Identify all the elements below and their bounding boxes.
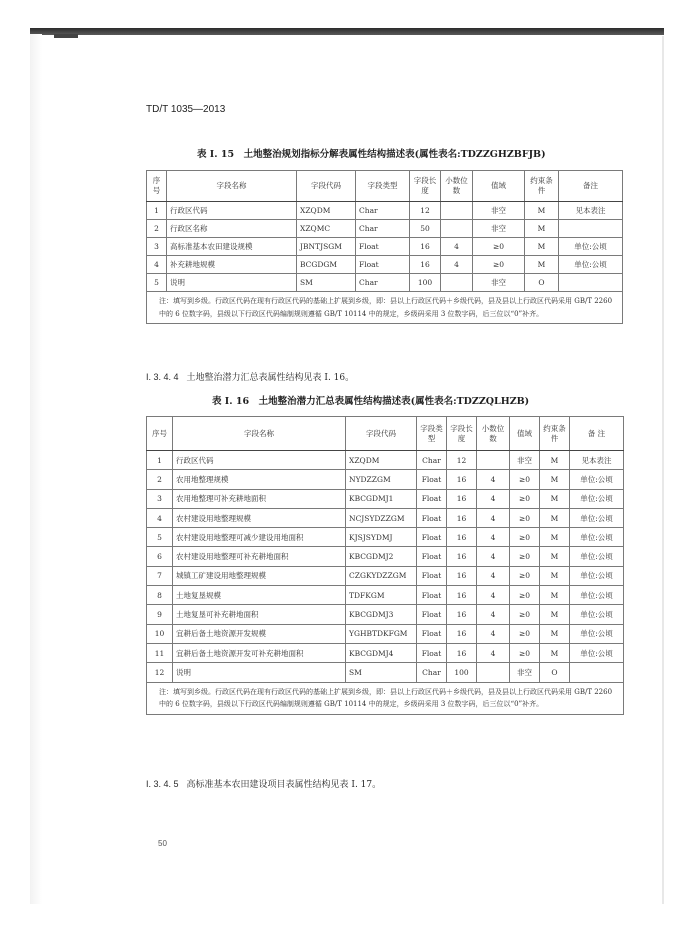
cell: 16 — [447, 528, 477, 547]
cell: 6 — [147, 547, 173, 566]
cell: KBCGDMJ3 — [346, 605, 417, 624]
page-edge — [662, 36, 664, 904]
cell: ≥0 — [473, 238, 525, 256]
cell: 16 — [447, 470, 477, 489]
cell: KJSJSYDMJ — [346, 528, 417, 547]
clause-i-3-4-5 — [146, 777, 381, 790]
cell: M — [540, 470, 570, 489]
table-note: 注：填写到乡级。行政区代码在现有行政区代码的基础上扩展到乡级，即：县以上行政区代码＋乡级代码，县及县以上行政区代码采用 GB/T 2260 中的 6 位数字码，县级以下行政区代码编制规则遵循 GB/T 10114 中的规定，乡级码采用 3 位数字码，后三位以“0”补齐。 — [147, 292, 623, 324]
cell: 单位:公顷 — [570, 586, 624, 605]
col-header: 小数位数 — [477, 417, 510, 451]
cell: 4 — [147, 256, 167, 274]
cell: 100 — [410, 274, 441, 292]
cell: 16 — [447, 508, 477, 527]
cell: 非空 — [473, 220, 525, 238]
cell — [477, 451, 510, 470]
cell: XZQDM — [297, 202, 356, 220]
col-header: 字段代码 — [346, 417, 417, 451]
cell: 5 — [147, 274, 167, 292]
cell: 16 — [410, 238, 441, 256]
cell: 单位:公顷 — [570, 643, 624, 662]
cell: 宜耕后备土地资源开发可补充耕地面积 — [173, 643, 346, 662]
cell: Float — [356, 256, 410, 274]
cell: XZQMC — [297, 220, 356, 238]
col-header: 字段代码 — [297, 171, 356, 202]
table-row — [147, 624, 624, 643]
cell: 4 — [147, 508, 173, 527]
cell: Float — [417, 643, 447, 662]
clause-i-3-4-4 — [146, 370, 354, 383]
table-row — [147, 605, 624, 624]
cell: 说明 — [167, 274, 297, 292]
cell: 单位:公顷 — [570, 605, 624, 624]
cell: 农村建设用地整理可补充耕地面积 — [173, 547, 346, 566]
cell: Float — [356, 238, 410, 256]
table-row — [147, 566, 624, 585]
cell: 4 — [477, 586, 510, 605]
cell: 1 — [147, 202, 167, 220]
cell: Float — [417, 508, 447, 527]
cell: ≥0 — [510, 643, 540, 662]
cell: 12 — [147, 663, 173, 682]
cell: Float — [417, 547, 447, 566]
table-note-row — [147, 682, 624, 714]
cell: ≥0 — [510, 566, 540, 585]
cell: ≥0 — [510, 547, 540, 566]
clause-number: I. 3. 4. 5 — [146, 779, 179, 789]
cell: SM — [346, 663, 417, 682]
cell: 单位:公顷 — [570, 470, 624, 489]
table-note: 注：填写到乡级。行政区代码在现有行政区代码的基础上扩展到乡级，即：县以上行政区代码＋乡级代码，县及县以上行政区代码采用 GB/T 2260 中的 6 位数字码，县级以下行政区代码编制规则遵循 GB/T 10114 中的规定，乡级码采用 3 位数字码，后三位以“0”补齐。 — [147, 682, 624, 714]
cell: 5 — [147, 528, 173, 547]
cell: 16 — [447, 586, 477, 605]
cell: 2 — [147, 470, 173, 489]
col-header: 序号 — [147, 171, 167, 202]
cell — [570, 663, 624, 682]
table-row — [147, 663, 624, 682]
cell: ≥0 — [473, 256, 525, 274]
cell: 见本表注 — [559, 202, 623, 220]
cell: O — [525, 274, 559, 292]
cell: O — [540, 663, 570, 682]
table-row — [147, 238, 623, 256]
cell: Float — [417, 470, 447, 489]
cell: 行政区代码 — [167, 202, 297, 220]
clause-number: I. 3. 4. 4 — [146, 372, 179, 382]
cell: 16 — [447, 605, 477, 624]
cell: KBCGDMJ4 — [346, 643, 417, 662]
cell: 单位:公顷 — [570, 489, 624, 508]
scan-shadow-left — [30, 34, 42, 904]
cell: 农用地整理规模 — [173, 470, 346, 489]
col-header: 备 注 — [570, 417, 624, 451]
cell: 16 — [447, 489, 477, 508]
col-header: 字段类型 — [356, 171, 410, 202]
cell: 非空 — [473, 202, 525, 220]
cell: 农村建设用地整理规模 — [173, 508, 346, 527]
cell: 2 — [147, 220, 167, 238]
cell: 100 — [447, 663, 477, 682]
cell: 4 — [477, 508, 510, 527]
cell: Char — [356, 202, 410, 220]
cell: 4 — [477, 547, 510, 566]
table-row — [147, 470, 624, 489]
cell: M — [540, 586, 570, 605]
cell — [559, 220, 623, 238]
cell: Char — [356, 274, 410, 292]
cell: 见本表注 — [570, 451, 624, 470]
cell: Char — [417, 451, 447, 470]
cell: Float — [417, 605, 447, 624]
cell — [441, 220, 473, 238]
table-note-row — [147, 292, 623, 324]
cell: 单位:公顷 — [570, 528, 624, 547]
cell: ≥0 — [510, 624, 540, 643]
cell: M — [525, 256, 559, 274]
table-row — [147, 586, 624, 605]
cell: JBNTJSGM — [297, 238, 356, 256]
cell: M — [540, 624, 570, 643]
col-header: 值域 — [510, 417, 540, 451]
cell: 城镇工矿建设用地整理规模 — [173, 566, 346, 585]
cell — [441, 274, 473, 292]
cell: 单位:公顷 — [559, 256, 623, 274]
cell: 农用地整理可补充耕地面积 — [173, 489, 346, 508]
cell: 8 — [147, 586, 173, 605]
table-row — [147, 489, 624, 508]
cell: KBCGDMJ1 — [346, 489, 417, 508]
col-header: 字段类型 — [417, 417, 447, 451]
cell: M — [540, 489, 570, 508]
cell: 9 — [147, 605, 173, 624]
cell: Char — [356, 220, 410, 238]
cell: 3 — [147, 489, 173, 508]
cell: TDFKGM — [346, 586, 417, 605]
col-header: 值域 — [473, 171, 525, 202]
col-header: 约束条件 — [540, 417, 570, 451]
cell: M — [525, 238, 559, 256]
cell: 非空 — [510, 451, 540, 470]
col-header: 约束条件 — [525, 171, 559, 202]
cell: ≥0 — [510, 528, 540, 547]
table-row — [147, 256, 623, 274]
cell: 4 — [477, 643, 510, 662]
col-header: 序号 — [147, 417, 173, 451]
cell: 说明 — [173, 663, 346, 682]
cell: 4 — [477, 528, 510, 547]
cell: 16 — [447, 643, 477, 662]
table-i16-caption: 表 I. 16 土地整治潜力汇总表属性结构描述表(属性表名:TDZZQLHZB) — [212, 396, 530, 407]
table-row — [147, 508, 624, 527]
table-i16 — [146, 416, 624, 715]
cell: 4 — [477, 566, 510, 585]
table-row — [147, 547, 624, 566]
cell: 16 — [447, 624, 477, 643]
cell: 4 — [477, 489, 510, 508]
col-header: 字段名称 — [167, 171, 297, 202]
cell — [559, 274, 623, 292]
table-row — [147, 528, 624, 547]
cell: 4 — [477, 605, 510, 624]
document-code: TD/T 1035—2013 — [146, 104, 226, 115]
cell: 4 — [441, 238, 473, 256]
page-number: 50 — [158, 839, 167, 848]
col-header: 字段名称 — [173, 417, 346, 451]
cell: KBCGDMJ2 — [346, 547, 417, 566]
table-header-row — [147, 417, 624, 451]
cell: 单位:公顷 — [559, 238, 623, 256]
cell: NYDZZGM — [346, 470, 417, 489]
cell: ≥0 — [510, 489, 540, 508]
cell: M — [540, 547, 570, 566]
cell — [477, 663, 510, 682]
cell: M — [540, 451, 570, 470]
table-i15-caption: 表 I. 15 土地整治规划指标分解表属性结构描述表(属性表名:TDZZGHZBFJB) — [197, 149, 546, 160]
table-row — [147, 274, 623, 292]
cell: 12 — [410, 202, 441, 220]
table-row — [147, 202, 623, 220]
cell: XZQDM — [346, 451, 417, 470]
cell: M — [540, 566, 570, 585]
cell: 50 — [410, 220, 441, 238]
cell: M — [540, 528, 570, 547]
table-header-row — [147, 171, 623, 202]
clause-text: 土地整治潜力汇总表属性结构见表 I. 16。 — [186, 373, 355, 383]
cell: NCJSYDZZGM — [346, 508, 417, 527]
cell: 16 — [410, 256, 441, 274]
cell: 单位:公顷 — [570, 624, 624, 643]
cell: M — [540, 605, 570, 624]
cell: 宜耕后备土地资源开发规模 — [173, 624, 346, 643]
cell: ≥0 — [510, 586, 540, 605]
cell: Char — [417, 663, 447, 682]
cell: 单位:公顷 — [570, 547, 624, 566]
cell: 4 — [477, 624, 510, 643]
cell: ≥0 — [510, 605, 540, 624]
cell: Float — [417, 586, 447, 605]
cell: Float — [417, 489, 447, 508]
table-row — [147, 451, 624, 470]
cell: 非空 — [510, 663, 540, 682]
clause-text: 高标准基本农田建设项目表属性结构见表 I. 17。 — [186, 780, 382, 790]
table-row — [147, 643, 624, 662]
cell — [441, 202, 473, 220]
cell: 土地复垦规模 — [173, 586, 346, 605]
cell: BCGDGM — [297, 256, 356, 274]
cell: 4 — [441, 256, 473, 274]
cell: 补充耕地规模 — [167, 256, 297, 274]
cell: 16 — [447, 566, 477, 585]
cell: 10 — [147, 624, 173, 643]
cell: 7 — [147, 566, 173, 585]
cell: 16 — [447, 547, 477, 566]
cell: SM — [297, 274, 356, 292]
scan-shadow-mark — [54, 34, 78, 38]
col-header: 小数位数 — [441, 171, 473, 202]
cell: 单位:公顷 — [570, 566, 624, 585]
cell: CZGKYDZZGM — [346, 566, 417, 585]
cell: 农村建设用地整理可减少建设用地面积 — [173, 528, 346, 547]
cell: 行政区名称 — [167, 220, 297, 238]
scan-shadow-top — [30, 28, 664, 35]
table-row — [147, 220, 623, 238]
cell: 土地复垦可补充耕地面积 — [173, 605, 346, 624]
cell: YGHBTDKFGM — [346, 624, 417, 643]
cell: Float — [417, 566, 447, 585]
cell: M — [540, 643, 570, 662]
cell: 3 — [147, 238, 167, 256]
cell: M — [525, 202, 559, 220]
col-header: 字段长度 — [410, 171, 441, 202]
cell: 11 — [147, 643, 173, 662]
cell: 1 — [147, 451, 173, 470]
cell: M — [540, 508, 570, 527]
cell: 非空 — [473, 274, 525, 292]
cell: ≥0 — [510, 470, 540, 489]
col-header: 备注 — [559, 171, 623, 202]
cell: Float — [417, 624, 447, 643]
cell: 4 — [477, 470, 510, 489]
cell: M — [525, 220, 559, 238]
cell: 单位:公顷 — [570, 508, 624, 527]
cell: 行政区代码 — [173, 451, 346, 470]
cell: 高标准基本农田建设规模 — [167, 238, 297, 256]
cell: ≥0 — [510, 508, 540, 527]
col-header: 字段长度 — [447, 417, 477, 451]
cell: 12 — [447, 451, 477, 470]
cell: Float — [417, 528, 447, 547]
table-i15 — [146, 170, 623, 324]
